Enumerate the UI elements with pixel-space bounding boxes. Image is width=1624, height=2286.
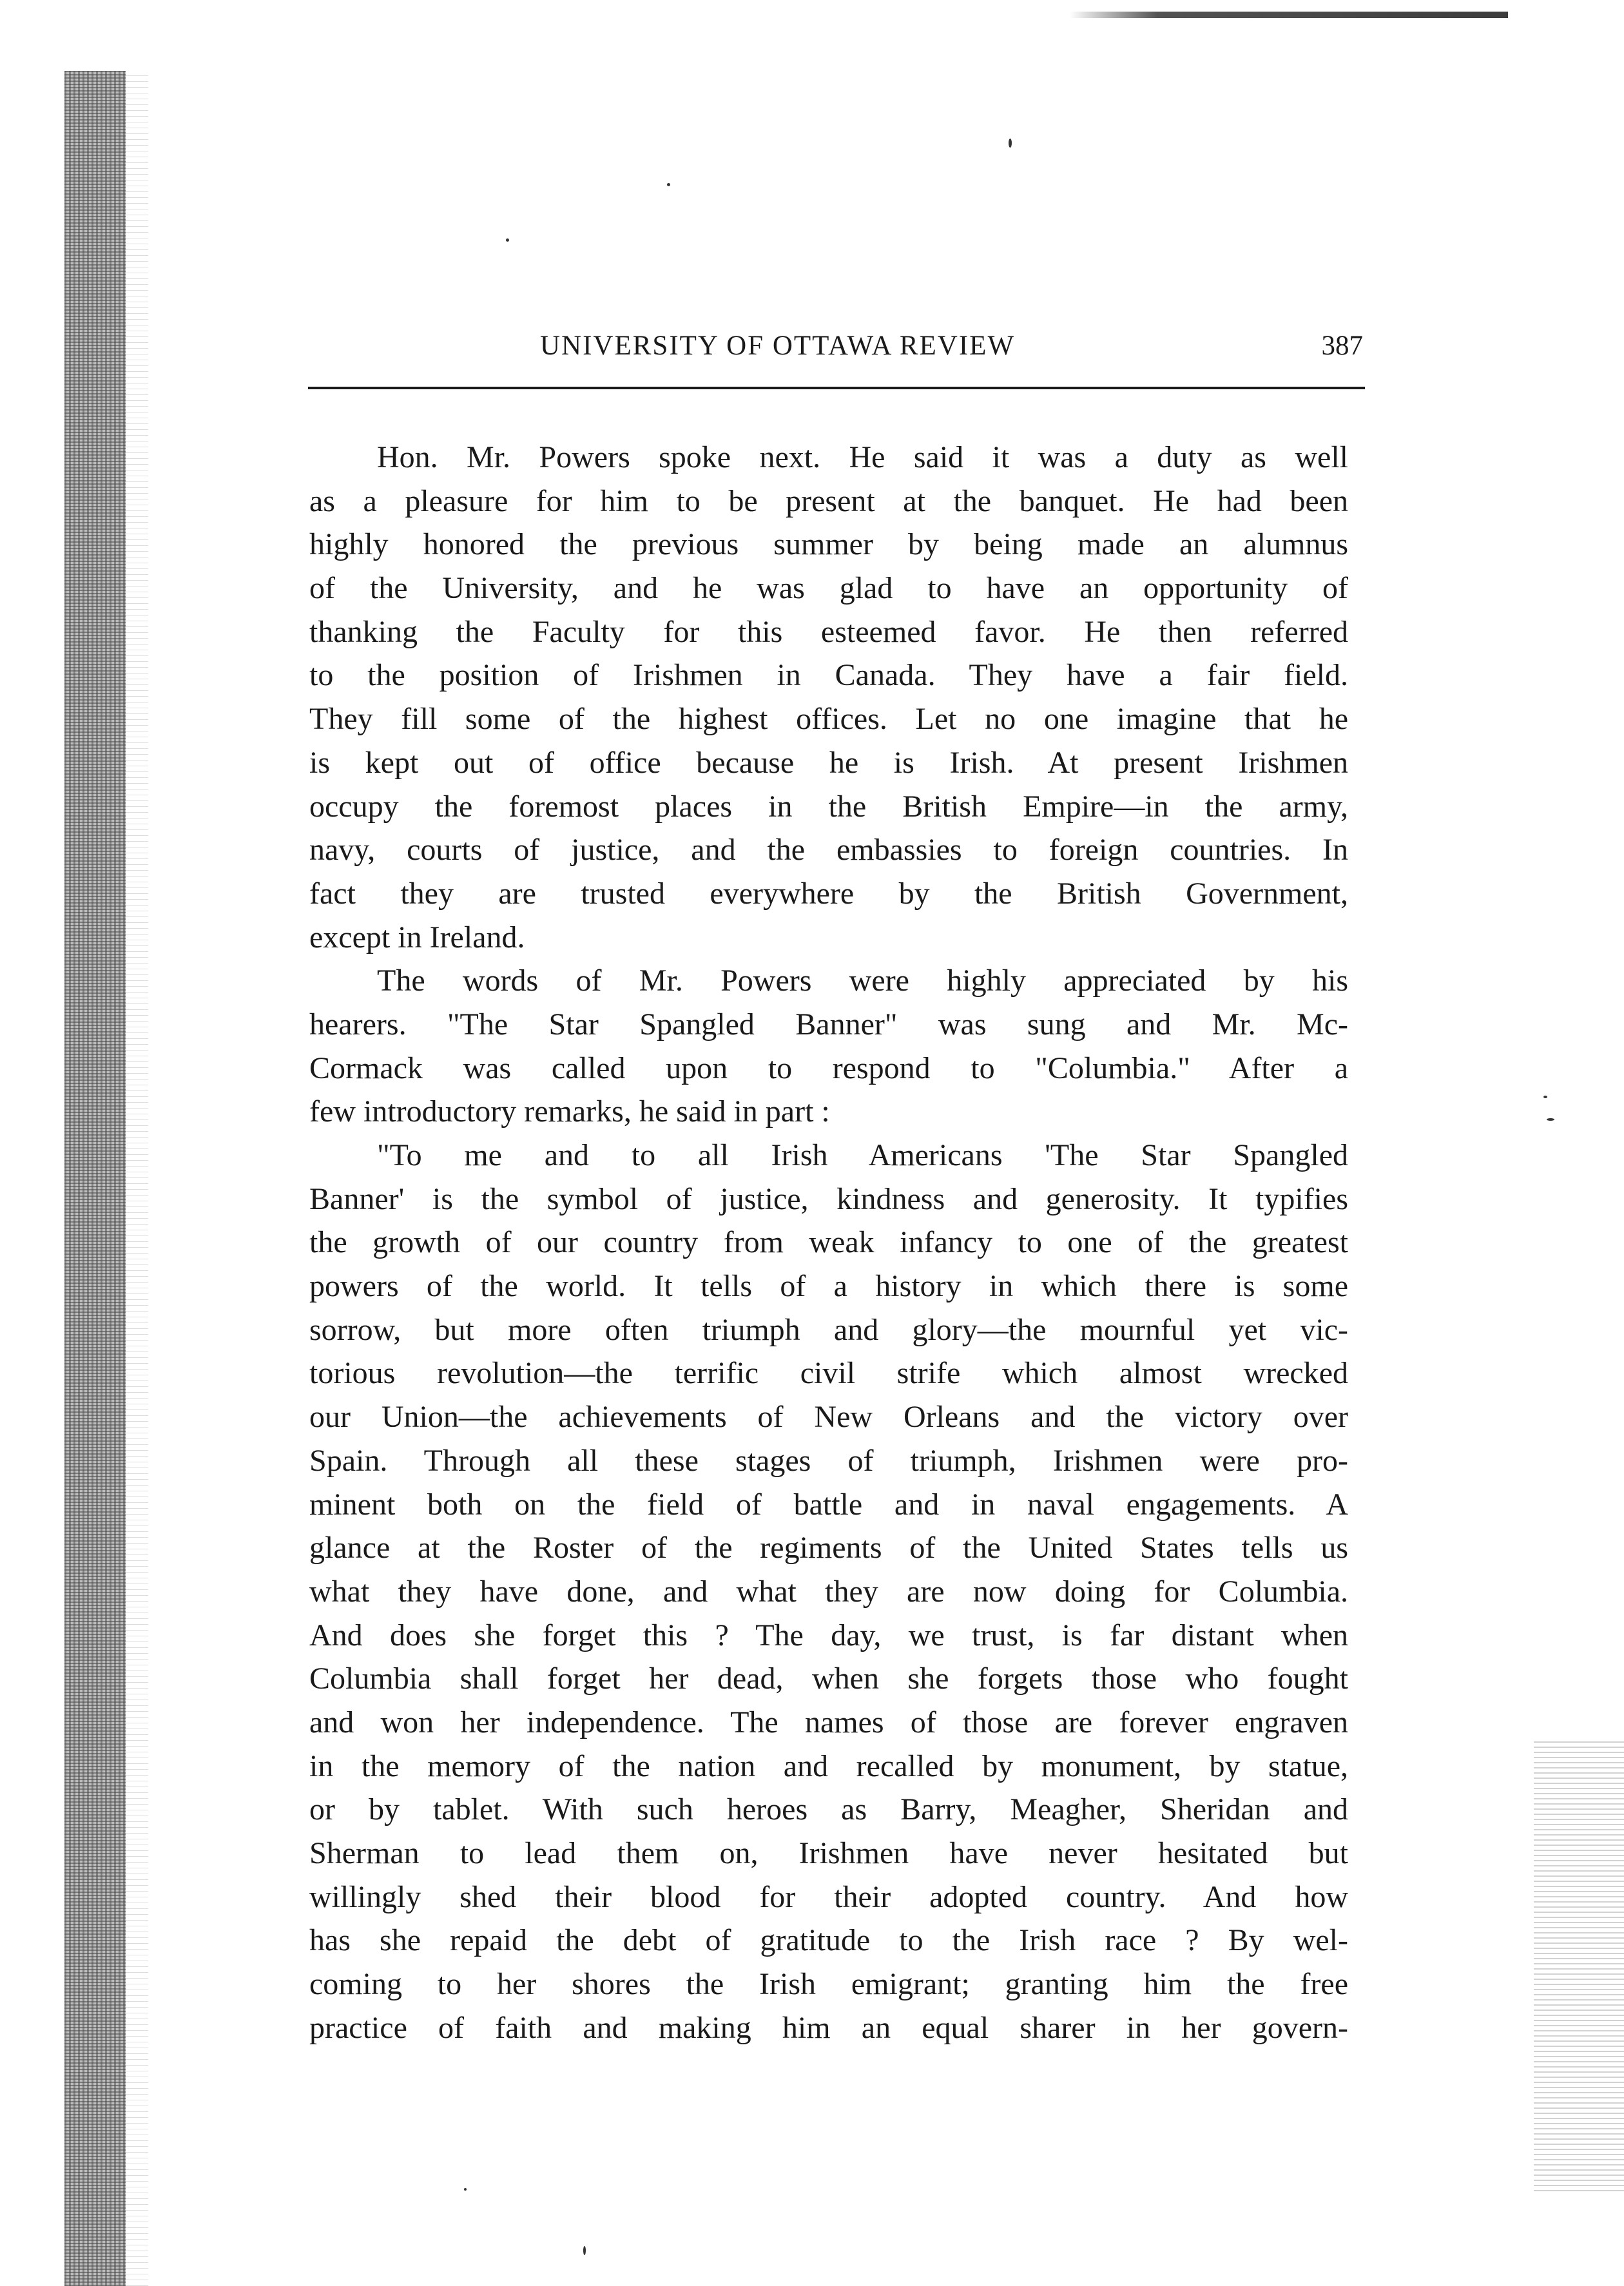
scan-edge-left: [64, 71, 126, 2286]
text-line: to the position of Irishmen in Canada. They have a fair field.: [309, 658, 1348, 693]
text-line: few introductory remarks, he said in part :: [309, 1094, 830, 1129]
text-line: occupy the foremost places in the British Empire—in the army,: [309, 789, 1348, 824]
text-line: what they have done, and what they are now doing for Columbia.: [309, 1574, 1348, 1609]
scan-speck: [506, 238, 509, 242]
text-line: thanking the Faculty for this esteemed favor. He then referred: [309, 614, 1348, 649]
text-line: "To me and to all Irish Americans 'The Star Spangled: [377, 1138, 1348, 1172]
body-text: [309, 436, 1348, 2049]
header-rule: [308, 387, 1365, 389]
text-line: Spain. Through all these stages of triumph, Irishmen were pro-: [309, 1443, 1348, 1478]
text-line: highly honored the previous summer by being made an alumnus: [309, 527, 1348, 562]
scan-speck: [583, 2246, 586, 2255]
text-line: practice of faith and making him an equal sharer in her govern-: [309, 2010, 1348, 2045]
text-line: Hon. Mr. Powers spoke next. He said it was a duty as well: [377, 440, 1348, 474]
text-line: is kept out of office because he is Irish. At present Irishmen: [309, 745, 1348, 780]
scan-speck: [1543, 1096, 1547, 1098]
text-line: glance at the Roster of the regiments of the United States tells us: [309, 1531, 1348, 1565]
text-line: And does she forget this ? The day, we trust, is far distant when: [309, 1618, 1348, 1652]
text-line: the growth of our country from weak infancy to one of the greatest: [309, 1225, 1348, 1260]
text-line: our Union—the achievements of New Orleans and the victory over: [309, 1400, 1348, 1435]
text-line: willingly shed their blood for their adopted country. And how: [309, 1879, 1348, 1914]
text-line: in the memory of the nation and recalled by monument, by statue,: [309, 1748, 1348, 1783]
text-line: coming to her shores the Irish emigrant; granting him the free: [309, 1967, 1348, 2002]
text-line: torious revolution—the terrific civil strife which almost wrecked: [309, 1356, 1348, 1391]
text-line: Cormack was called upon to respond to "Columbia." After a: [309, 1051, 1348, 1085]
text-line: powers of the world. It tells of a history in which there is some: [309, 1269, 1348, 1304]
text-line: sorrow, but more often triumph and glory—the mournful yet vic-: [309, 1312, 1348, 1347]
text-line: hearers. "The Star Spangled Banner" was sung and Mr. Mc-: [309, 1007, 1348, 1041]
text-line: and won her independence. The names of those are forever engraven: [309, 1705, 1348, 1739]
text-line: Banner' is the symbol of justice, kindness and generosity. It typifies: [309, 1181, 1348, 1216]
text-line: fact they are trusted everywhere by the British Government,: [309, 876, 1348, 911]
paragraph-1: [309, 436, 1348, 959]
running-head: [309, 322, 1363, 367]
text-line: Sherman to lead them on, Irishmen have never hesitated but: [309, 1836, 1348, 1870]
scan-speck: [667, 183, 670, 186]
text-line: or by tablet. With such heroes as Barry, Meagher, Sheridan and: [309, 1792, 1348, 1827]
text-line: except in Ireland.: [309, 920, 525, 954]
text-line: as a pleasure for him to be present at the banquet. He had been: [309, 483, 1348, 518]
scan-edge-left-fade: [122, 71, 148, 2286]
paragraph-3: [309, 1134, 1348, 2049]
scan-streak-top: [1070, 12, 1508, 18]
text-line: Columbia shall forget her dead, when she forgets those who fought: [309, 1661, 1348, 1696]
text-line: of the University, and he was glad to have an opportunity of: [309, 571, 1348, 606]
text-line: They fill some of the highest offices. Let no one imagine that he: [309, 702, 1348, 737]
paragraph-2: [309, 959, 1348, 1134]
scan-speck: [464, 2188, 467, 2191]
scan-speck: [1547, 1118, 1554, 1121]
scan-speck: [1009, 139, 1012, 148]
scan-edge-right: [1534, 1740, 1624, 2191]
text-line: minent both on the field of battle and in naval engagements. A: [309, 1487, 1348, 1522]
journal-title: UNIVERSITY OF OTTAWA REVIEW: [540, 331, 1016, 361]
text-line: navy, courts of justice, and the embassies to foreign countries. In: [309, 833, 1348, 867]
text-line: The words of Mr. Powers were highly appreciated by his: [377, 964, 1348, 998]
page-number: 387: [1321, 331, 1363, 361]
text-line: has she repaid the debt of gratitude to the Irish race ? By wel-: [309, 1923, 1348, 1958]
